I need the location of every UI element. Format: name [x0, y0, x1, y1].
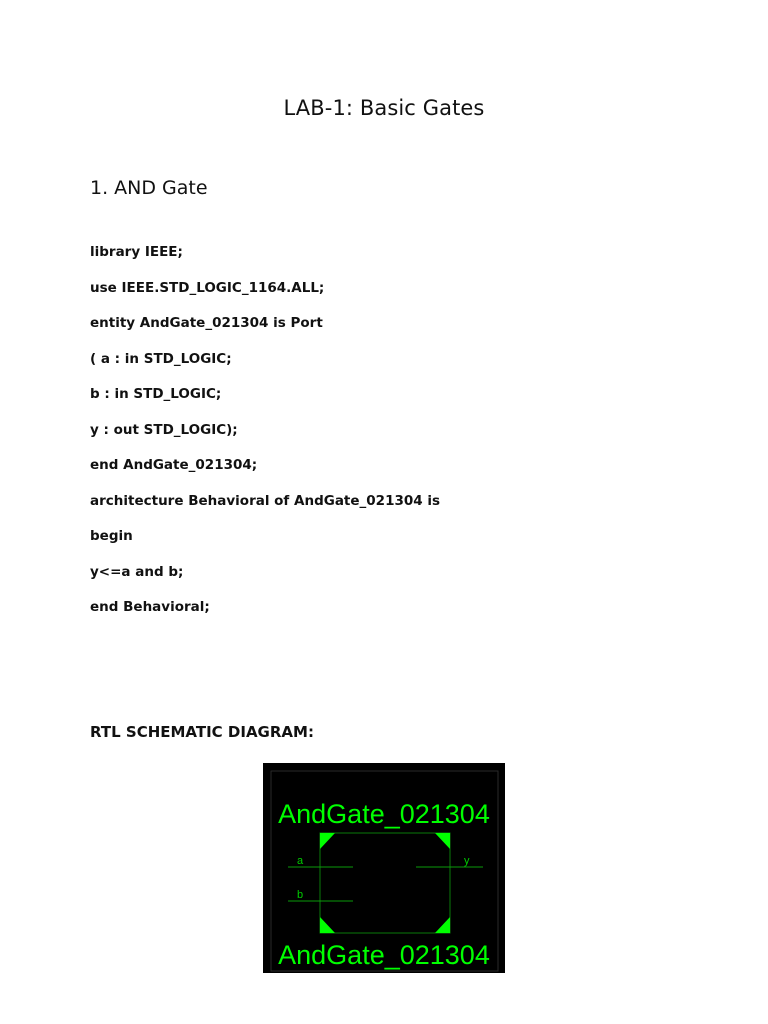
code-line: end Behavioral; — [90, 599, 210, 615]
schematic-bottom-label: AndGate_021304 — [278, 940, 490, 970]
code-line: library IEEE; — [90, 244, 183, 260]
output-y-label: y — [464, 855, 470, 867]
code-line: end AndGate_021304; — [90, 457, 258, 473]
corner-top-left — [320, 833, 335, 849]
rtl-heading: RTL SCHEMATIC DIAGRAM: — [90, 723, 314, 741]
code-line: use IEEE.STD_LOGIC_1164.ALL; — [90, 279, 325, 296]
code-line: architecture Behavioral of AndGate_021304 is — [90, 492, 441, 509]
gate-block — [320, 833, 450, 933]
schematic-top-label: AndGate_021304 — [278, 799, 490, 829]
code-block — [90, 243, 440, 634]
corner-bottom-right — [435, 917, 450, 933]
page-title: LAB-1: Basic Gates — [283, 96, 485, 120]
input-b-label: b — [297, 889, 304, 901]
code-line: y<=a and b; — [90, 563, 184, 580]
corner-bottom-left — [320, 917, 335, 933]
code-line: y : out STD_LOGIC); — [90, 421, 238, 438]
corner-top-right — [435, 833, 450, 849]
code-line: ( a : in STD_LOGIC; — [90, 350, 232, 367]
code-line: entity AndGate_021304 is Port — [90, 315, 323, 331]
code-line: begin — [90, 528, 133, 544]
rtl-schematic-diagram — [263, 763, 505, 973]
section-heading: 1. AND Gate — [90, 177, 208, 199]
code-line: b : in STD_LOGIC; — [90, 386, 222, 402]
input-a-label: a — [297, 855, 304, 867]
